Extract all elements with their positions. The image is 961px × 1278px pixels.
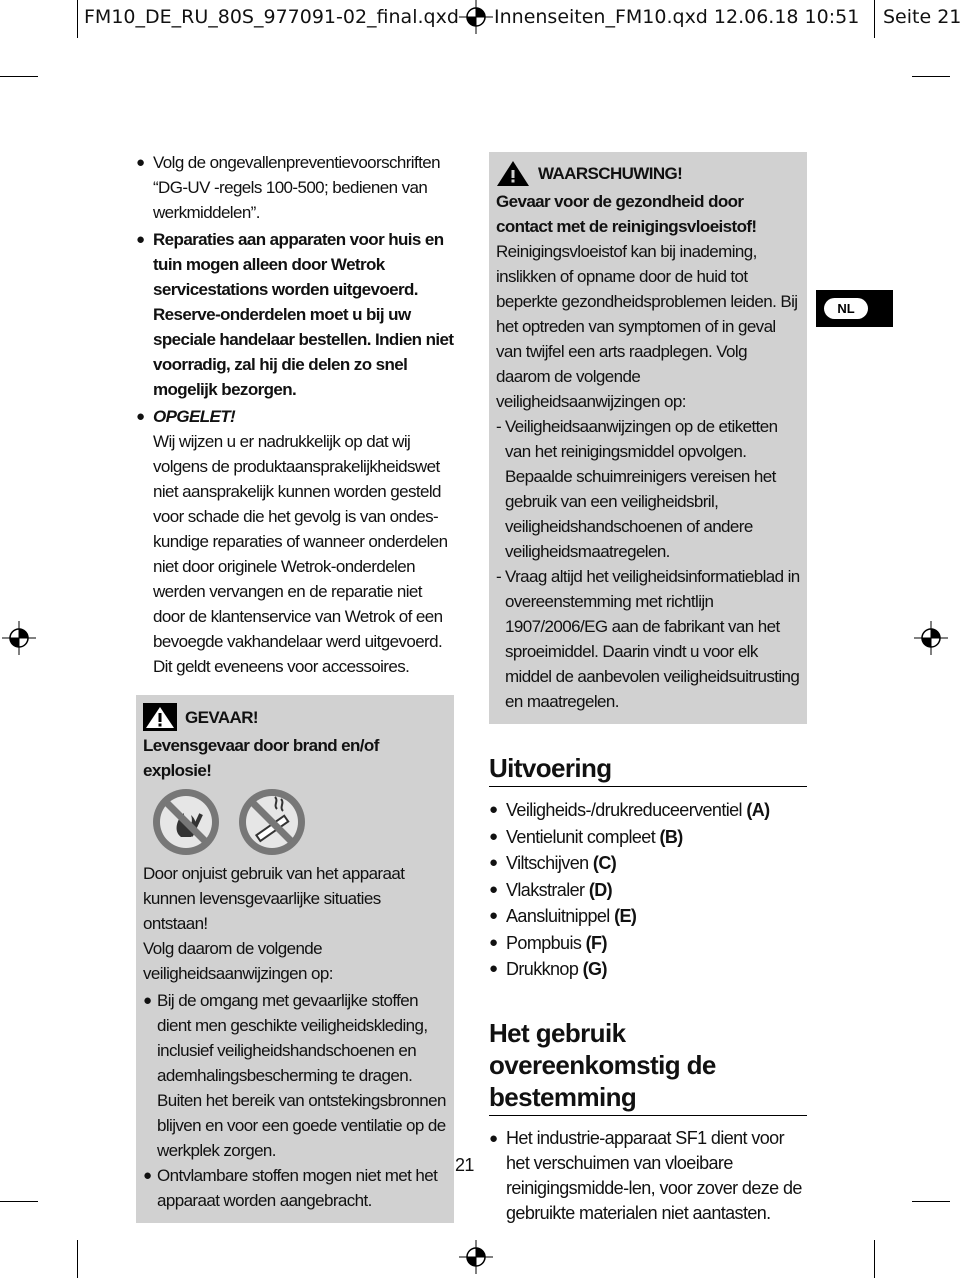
crop-mark [77, 1240, 78, 1278]
opgelet-text: Wij wijzen u er nadrukkelijk op dat wij volgens de produktaansprakelijkheidswet niet aansprakelijk kunnen worden gesteld voor schade die het gevolg is van ondes-kundige reparaties of wanneer onderdelen niet door originele Wetrok-onderdelen werden vervangen en de reparatie niet door de klantenservice van Wetrok of een bevoegde vakhandelaar werd uitgevoerd. Dit geldt eveneens voor accessoires. [153, 432, 448, 676]
warning-heading [496, 157, 800, 189]
list-item: - Veiligheidsaanwijzingen op de etiketten van het reinigingsmiddel opvolgen. Bepaalde schuimreinigers vereisen het gebruik van een veiligheidsbril, veiligheidshandschoenen of andere veiligheidsmaatregelen. [496, 417, 778, 561]
list-item: ● Vlakstraler (D) [489, 877, 807, 904]
list-item: ● Ontvlambare stoffen mogen niet met het apparaat worden aangebracht. [143, 1163, 447, 1213]
list-item: ● Veiligheids-/drukreduceerventiel (A) [489, 797, 807, 824]
warning-text: Reinigingsvloeistof kan bij inademing, inslikken of opname door de huid tot beperkte gezondheidsproblemen leiden. Bij het optreden van symptomen of in geval van twijfel een arts raadplegen. Volg daarom de volgende veiligheidsaanwijzingen op: [496, 242, 798, 411]
danger-heading [143, 701, 447, 733]
registration-mark-icon [459, 1240, 493, 1274]
warning-triangle-icon [496, 159, 530, 187]
registration-mark-icon [459, 0, 493, 34]
warning-triangle-icon [143, 703, 177, 731]
gebruik-list [489, 1126, 807, 1226]
registration-mark-icon [2, 621, 36, 655]
list-item: ● Reparaties aan apparaten voor huis en tuin mogen alleen door Wetrok servicestations worden uitgevoerd. Reserve-onderdelen moet u bij uw speciale handelaar bestellen. Indien niet voorradig, zal hij die delen zo snel mogelijk bezorgen. [136, 227, 454, 402]
language-tab-label: NL [824, 298, 868, 319]
crop-mark [0, 76, 38, 77]
crop-mark [0, 1201, 38, 1202]
parts-list [489, 797, 807, 983]
danger-text: Volg daarom de volgende veiligheidsaanwijzingen op: [143, 939, 333, 983]
list-item: ● Viltschijven (C) [489, 850, 807, 877]
list-item: ● Ventielunit compleet (B) [489, 824, 807, 851]
list-item: ● Drukknop (G) [489, 956, 807, 983]
bullet-icon: ● [489, 880, 498, 898]
section-heading-gebruik: Het gebruik overeenkomstig de bestemming [489, 1017, 807, 1116]
bullet-icon: ● [136, 231, 145, 248]
bullet-icon: ● [489, 1129, 498, 1147]
slug-page-label: Seite 21 [883, 6, 961, 28]
no-open-flame-icon [151, 787, 221, 857]
slug-file-right: Innenseiten_FM10.qxd 12.06.18 10:51 [494, 6, 860, 28]
page-number: 21 [455, 1155, 474, 1175]
list-item: - Vraag altijd het veiligheidsinformatieblad in overeenstemming met richtlijn 1907/2006/EG aan de fabrikant van het sproeimiddel. Daarin vindt u voor elk middel de aanbevolen veiligheidsuitrusting en maatregelen. [496, 567, 800, 711]
danger-title: GEVAAR! [185, 707, 258, 727]
left-column [136, 150, 454, 1223]
right-column [489, 152, 807, 1226]
crop-mark [874, 0, 875, 38]
list-item [136, 404, 454, 679]
bullet-icon: ● [489, 960, 498, 977]
bullet-icon: ● [489, 801, 498, 818]
danger-box [136, 695, 454, 1223]
list-item: ● Pompbuis (F) [489, 930, 807, 957]
bullet-icon: ● [489, 827, 498, 845]
language-tab [816, 290, 893, 327]
no-smoking-icon [237, 787, 307, 857]
warning-subtitle: Gevaar voor de gezondheid door contact met de reinigingsvloeistof! [496, 192, 757, 236]
bullet-icon: ● [136, 154, 145, 171]
crop-mark [874, 1240, 875, 1278]
prohibition-icons [151, 787, 447, 857]
bullet-icon: ● [143, 1167, 152, 1184]
registration-mark-icon [914, 621, 948, 655]
warning-box [489, 152, 807, 724]
danger-text: Door onjuist gebruik van het apparaat kunnen levensgevaarlijke situaties ontstaan! [143, 864, 405, 933]
list-item: ● Bij de omgang met gevaarlijke stoffen dient men geschikte veiligheidskleding, inclusief veiligheidshandschoenen en ademhalingsbescherming te dragen. Buiten het bereik van ontstekingsbronnen blijven en voor een goede ventilatie op de werkplek zorgen. [143, 988, 447, 1163]
bullet-icon: ● [143, 992, 152, 1009]
warning-items [496, 414, 800, 714]
safety-bullets [136, 150, 454, 679]
bullet-icon: ● [489, 907, 498, 924]
section-heading-uitvoering: Uitvoering [489, 752, 807, 787]
bullet-icon: ● [489, 854, 498, 871]
crop-mark [77, 0, 78, 38]
crop-mark [912, 76, 950, 77]
opgelet-title: OPGELET! [153, 407, 236, 426]
bullet-icon: ● [489, 933, 498, 951]
list-item: ● Volg de ongevallenpreventievoorschriften “DG-UV -regels 100-500; bedienen van werkmiddelen”. [136, 150, 454, 225]
danger-subtitle: Levensgevaar door brand en/of explosie! [143, 736, 379, 780]
danger-bullets [143, 988, 447, 1213]
slug-file-left: FM10_DE_RU_80S_977091-02_final.qxd [84, 6, 459, 28]
crop-mark [912, 1201, 950, 1202]
list-item: ● Aansluitnippel (E) [489, 903, 807, 930]
warning-title: WAARSCHUWING! [538, 163, 683, 183]
bullet-icon: ● [136, 408, 145, 425]
list-item: ● Het industrie-apparaat SF1 dient voor het verschuimen van vloeibare reinigingsmidde-len, voor zover deze de gebruikte materialen niet aantasten. [489, 1127, 802, 1223]
